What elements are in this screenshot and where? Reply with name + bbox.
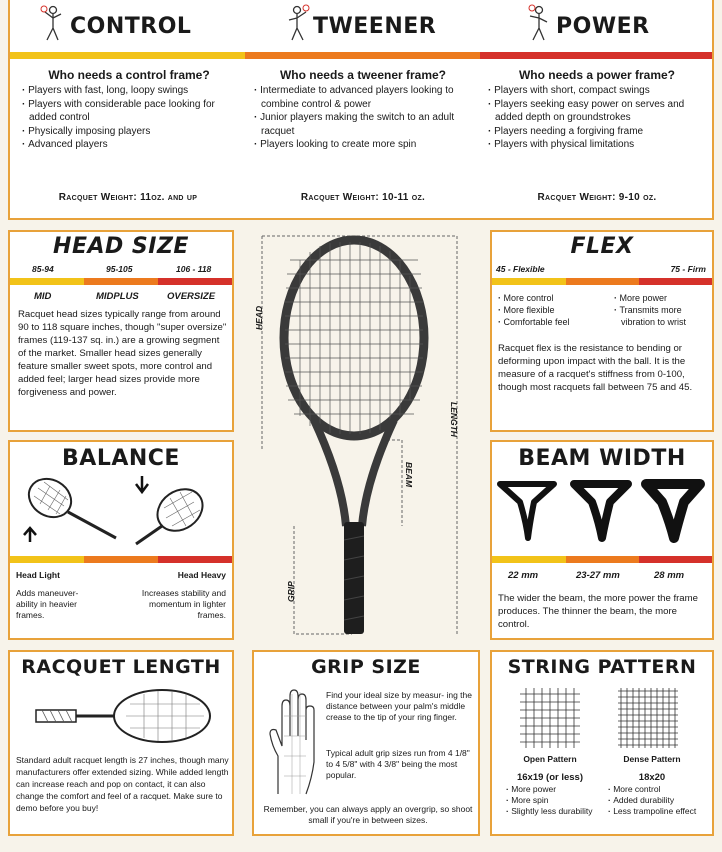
head-name-mid: MID (34, 291, 52, 302)
beam-size-thin: 22 mm (508, 570, 539, 581)
beam-width-title: BEAM WIDTH (518, 446, 686, 471)
beam-bar-mid (566, 556, 639, 563)
racquet-length-text: Standard adult racquet length is 27 inches, though many manufacturers offer extended sizing. While added length can increase reach and pop on contact, it can also change the comfort and feel of a racquet. Make sure to demo before you buy! (16, 755, 229, 813)
beam-wide-icon (644, 482, 704, 542)
dense-pattern-list (608, 784, 704, 817)
beam-bar-wide (639, 556, 712, 563)
head-name-oversize: OVERSIZE (167, 291, 216, 302)
list-item: · Intermediate to advanced players looking to combine control & power (254, 84, 478, 111)
balance-bar-mid (84, 556, 158, 563)
racquet-length-title: RACQUET LENGTH (21, 656, 221, 678)
flex-firm-list (614, 292, 710, 328)
beam-mid-icon (572, 482, 632, 542)
head-light-racquet-icon (20, 474, 120, 544)
list-item: · Advanced players (22, 138, 242, 152)
power-bar (480, 52, 714, 59)
list-item: · More spin (506, 795, 596, 806)
list-item: · Players with physical limitations (488, 138, 710, 152)
control-weight: Racquet Weight: 11oz. and up (58, 192, 198, 203)
flex-bar-mid (566, 278, 639, 285)
head-size-text: Racquet head sizes typically range from around 90 to 118 square inches, though "super oversize" frames (119-137 sq. in.) are a growing segment of the market. Smaller head sizes generally feature smaller sweet spots, more control and added feel; larger head sizes provide more forgiveness and power. (18, 309, 227, 398)
power-title: POWER (556, 14, 650, 39)
list-item: · Players with considerable pace looking for added control (22, 98, 242, 125)
head-bar-midplus (84, 278, 158, 285)
beam-size-mid: 23-27 mm (576, 570, 620, 581)
head-range-midplus: 95-105 (106, 264, 133, 274)
tweener-title: TWEENER (313, 14, 437, 39)
flex-title: FLEX (570, 234, 634, 259)
dense-pattern-label: Dense Pattern (623, 754, 681, 764)
balance-bar-heavy (158, 556, 232, 563)
head-size-panel (8, 230, 234, 432)
head-light-label: Head Light (16, 570, 60, 580)
list-item: · Slightly less durability (506, 806, 596, 817)
grip-size-text-3: Remember, you can always apply an overgrip, so shoot small if you're in between sizes. (263, 804, 473, 825)
head-size-title: HEAD SIZE (53, 234, 189, 259)
flex-flexible-label: 45 - Flexible (496, 264, 545, 274)
list-item: · Added durability (608, 795, 704, 806)
racquet-length-label: LENGTH (449, 402, 459, 437)
grip-size-text-1: Find your ideal size by measur- ing the distance between your palm's middle crease to the tip of your ring finger. (326, 690, 472, 722)
balance-bar-light (10, 556, 84, 563)
list-item: · Physically imposing players (22, 125, 242, 139)
beam-thin-icon (498, 482, 558, 542)
hand-icon (264, 686, 320, 796)
head-heavy-label: Head Heavy (177, 570, 226, 580)
head-name-midplus: MIDPLUS (96, 291, 139, 302)
flex-firm-label: 75 - Firm (670, 264, 706, 274)
list-item: · Players seeking easy power on serves and added depth on groundstrokes (488, 98, 710, 125)
racquet-diagram (242, 230, 482, 642)
flex-text: Racquet flex is the resistance to bending or deforming upon impact with the ball. It is the measure of a racquet's stiffness from 0-100, though most racquets fall between 75 and 45. (498, 343, 693, 393)
flex-panel (490, 230, 714, 432)
list-item: · More power (506, 784, 596, 795)
tweener-question: Who needs a tweener frame? (279, 68, 447, 82)
list-item: · Less trampoline effect (608, 806, 704, 817)
head-light-text: Adds maneuver- ability in heavier frames. (16, 588, 79, 620)
head-range-mid: 85-94 (32, 264, 54, 274)
list-item: · Players looking to create more spin (254, 138, 478, 152)
list-item: · Junior players making the switch to an adult racquet (254, 111, 478, 138)
beam-width-text: The wider the beam, the more power the frame produces. The thinner the beam, the more control. (498, 593, 698, 630)
power-question: Who needs a power frame? (518, 68, 676, 82)
power-weight: Racquet Weight: 9-10 oz. (537, 192, 657, 203)
balance-panel (8, 440, 234, 640)
list-item: · Comfortable feel (498, 316, 602, 328)
list-item: · Players needing a forgiving frame (488, 125, 710, 139)
list-item: · Transmits more vibration to wrist (614, 304, 710, 328)
grip-size-text-2: Typical adult grip sizes run from 4 1/8" to 4 5/8" with 4 3/8" being the most popular. (326, 748, 470, 780)
list-item: · More control (498, 292, 602, 304)
dense-pattern-size: 18x20 (638, 772, 666, 783)
racquet-side-icon (34, 686, 214, 746)
beam-size-wide: 28 mm (654, 570, 685, 581)
racquet-head-label: HEAD (254, 305, 264, 330)
string-pattern-title: STRING PATTERN (507, 656, 697, 678)
tweener-list (254, 84, 478, 152)
frame-type-panel (8, 0, 714, 220)
racquet-beam-label: BEAM (404, 462, 414, 488)
control-title: CONTROL (70, 14, 192, 39)
head-bar-mid (10, 278, 84, 285)
tweener-player-icon (286, 4, 308, 44)
racquet-illustration (242, 230, 482, 642)
balance-title: BALANCE (62, 446, 180, 471)
head-heavy-text: Increases stability and momentum in lighter frames. (141, 588, 226, 620)
tweener-weight: Racquet Weight: 10-11 oz. (300, 192, 426, 203)
flex-flexible-list (498, 292, 602, 328)
list-item: · More power (614, 292, 710, 304)
open-pattern-list (506, 784, 596, 817)
control-list (22, 84, 242, 152)
dense-pattern-icon (618, 688, 678, 748)
string-pattern-panel (490, 650, 714, 836)
control-bar (10, 52, 245, 59)
open-pattern-size: 16x19 (or less) (516, 772, 583, 783)
grip-size-title: GRIP SIZE (311, 656, 421, 678)
head-heavy-racquet-icon (128, 472, 228, 552)
power-player-icon (528, 4, 550, 44)
list-item: · Players with fast, long, loopy swings (22, 84, 242, 98)
flex-bar-firm (639, 278, 712, 285)
control-question: Who needs a control frame? (48, 68, 210, 82)
list-item: · More flexible (498, 304, 602, 316)
power-list (488, 84, 710, 152)
head-bar-oversize (158, 278, 232, 285)
racquet-length-panel (8, 650, 234, 836)
racquet-grip-label: GRIP (286, 581, 296, 602)
control-player-icon (42, 4, 64, 44)
list-item: · Players with short, compact swings (488, 84, 710, 98)
grip-size-panel (252, 650, 480, 836)
flex-bar-flexible (492, 278, 566, 285)
open-pattern-label: Open Pattern (523, 754, 577, 764)
beam-width-panel (490, 440, 714, 640)
tweener-bar (245, 52, 480, 59)
beam-bar-thin (492, 556, 566, 563)
open-pattern-icon (520, 688, 580, 748)
head-range-oversize: 106 - 118 (176, 264, 212, 274)
list-item: · More control (608, 784, 704, 795)
